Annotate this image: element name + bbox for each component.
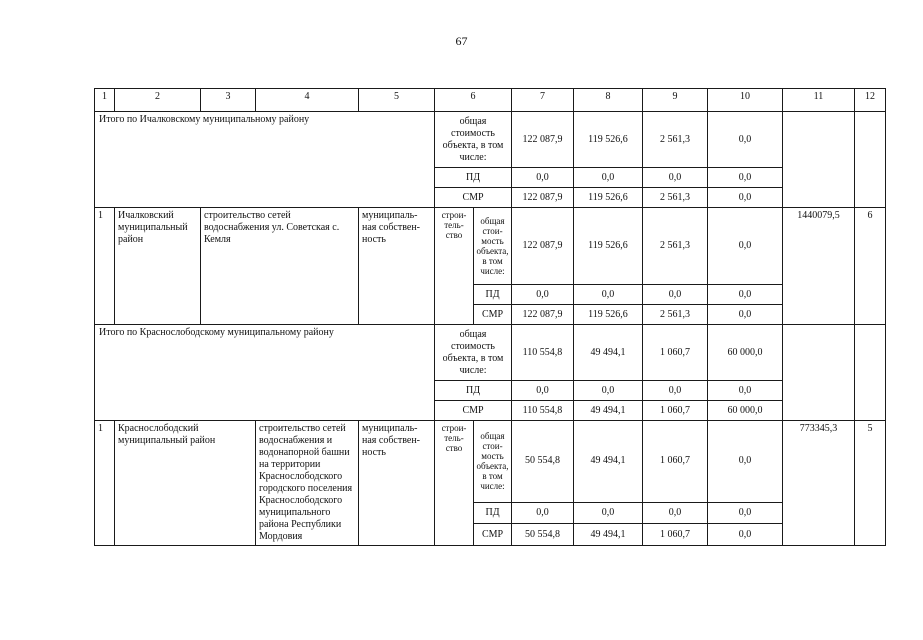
col-header-7: 7 — [512, 89, 574, 112]
item-district: Краснослободский муниципальный район — [115, 421, 256, 546]
total-row-krasnoslobodsk-general — [95, 325, 886, 381]
cell-col7: 0,0 — [512, 285, 574, 305]
cell-col10: 0,0 — [708, 421, 783, 503]
total-title: Итого по Краснослободскому муниципальному району — [95, 325, 435, 421]
cell-col11: 773345,3 — [783, 421, 855, 546]
cell-col10: 60 000,0 — [708, 401, 783, 421]
cell-col10: 0,0 — [708, 381, 783, 401]
cell-col7: 50 554,8 — [512, 421, 574, 503]
cell-col10: 0,0 — [708, 168, 783, 188]
cell-col9: 2 561,3 — [643, 305, 708, 325]
cell-col9: 0,0 — [643, 168, 708, 188]
col-header-3: 3 — [201, 89, 256, 112]
item-district: Ичалковский муниципальный район — [115, 208, 201, 325]
cell-col8: 119 526,6 — [574, 188, 643, 208]
cell-col8: 49 494,1 — [574, 401, 643, 421]
item-row-ichalki-general — [95, 208, 886, 285]
row-label: общая стоимость объекта, в том числе: — [435, 325, 512, 381]
item-object: строительство сетей водоснабжения и водонапорной башни на территории Краснослободского городского поселения Краснослободского муниципального района Республики Мордовия — [256, 421, 359, 546]
cell-col10: 0,0 — [708, 188, 783, 208]
cell-col9: 2 561,3 — [643, 188, 708, 208]
item-ownership: муниципаль-ная собствен-ность — [359, 421, 435, 546]
cell-col9: 1 060,7 — [643, 421, 708, 503]
col-header-4: 4 — [256, 89, 359, 112]
cell-col10: 0,0 — [708, 502, 783, 524]
cell-col7: 50 554,8 — [512, 524, 574, 546]
row-label: СМР — [474, 524, 512, 546]
page-number: 67 — [455, 34, 468, 48]
col-header-5: 5 — [359, 89, 435, 112]
cell-col10: 0,0 — [708, 524, 783, 546]
total-row-ichalki-general — [95, 112, 886, 168]
cell-col7: 122 087,9 — [512, 188, 574, 208]
cell-col11 — [783, 325, 855, 421]
item-row-krasnoslobodsk-general — [95, 421, 886, 503]
cell-col8: 0,0 — [574, 381, 643, 401]
cell-col12 — [855, 325, 886, 421]
cell-col8: 49 494,1 — [574, 421, 643, 503]
cell-col10: 60 000,0 — [708, 325, 783, 381]
row-label: ПД — [435, 381, 512, 401]
cell-col8: 119 526,6 — [574, 305, 643, 325]
row-label: СМР — [435, 401, 512, 421]
cell-col8: 49 494,1 — [574, 524, 643, 546]
cell-col8: 0,0 — [574, 168, 643, 188]
col-header-6: 6 — [435, 89, 512, 112]
cell-col12 — [855, 112, 886, 208]
cell-col10: 0,0 — [708, 305, 783, 325]
cell-col10: 0,0 — [708, 112, 783, 168]
row-label: ПД — [474, 502, 512, 524]
cell-col9: 2 561,3 — [643, 112, 708, 168]
cell-col12: 5 — [855, 421, 886, 546]
item-number: 1 — [95, 208, 115, 325]
cell-col9: 1 060,7 — [643, 325, 708, 381]
col-header-1: 1 — [95, 89, 115, 112]
col-header-12: 12 — [855, 89, 886, 112]
cell-col7: 122 087,9 — [512, 112, 574, 168]
financing-table — [94, 88, 886, 546]
row-label: СМР — [474, 305, 512, 325]
item-ownership: муниципаль-ная собствен-ность — [359, 208, 435, 325]
row-label: общая стои-мость объекта, в том числе: — [474, 208, 512, 285]
cell-col9: 0,0 — [643, 502, 708, 524]
col-header-8: 8 — [574, 89, 643, 112]
cell-col7: 122 087,9 — [512, 305, 574, 325]
cell-col7: 0,0 — [512, 502, 574, 524]
cell-col7: 110 554,8 — [512, 401, 574, 421]
row-label: ПД — [435, 168, 512, 188]
cell-col8: 0,0 — [574, 502, 643, 524]
col-header-11: 11 — [783, 89, 855, 112]
row-label: общая стоимость объекта, в том числе: — [435, 112, 512, 168]
cell-col9: 0,0 — [643, 381, 708, 401]
item-work-type: строи-тель-ство — [435, 208, 474, 325]
cell-col9: 2 561,3 — [643, 208, 708, 285]
cell-col9: 1 060,7 — [643, 401, 708, 421]
row-label: СМР — [435, 188, 512, 208]
cell-col8: 49 494,1 — [574, 325, 643, 381]
cell-col10: 0,0 — [708, 285, 783, 305]
cell-col9: 0,0 — [643, 285, 708, 305]
cell-col7: 0,0 — [512, 381, 574, 401]
cell-col10: 0,0 — [708, 208, 783, 285]
row-label: общая стои-мость объекта, в том числе: — [474, 421, 512, 503]
cell-col11 — [783, 112, 855, 208]
cell-col8: 119 526,6 — [574, 208, 643, 285]
cell-col7: 110 554,8 — [512, 325, 574, 381]
cell-col8: 119 526,6 — [574, 112, 643, 168]
item-object: строительство сетей водоснабжения ул. Советская с. Кемля — [201, 208, 359, 325]
cell-col8: 0,0 — [574, 285, 643, 305]
cell-col7: 0,0 — [512, 168, 574, 188]
col-header-9: 9 — [643, 89, 708, 112]
total-title: Итого по Ичалковскому муниципальному району — [95, 112, 435, 208]
col-header-2: 2 — [115, 89, 201, 112]
column-number-row — [95, 89, 886, 112]
cell-col12: 6 — [855, 208, 886, 325]
cell-col9: 1 060,7 — [643, 524, 708, 546]
col-header-10: 10 — [708, 89, 783, 112]
item-work-type: строи-тель-ство — [435, 421, 474, 546]
row-label: ПД — [474, 285, 512, 305]
cell-col11: 1440079,5 — [783, 208, 855, 325]
cell-col7: 122 087,9 — [512, 208, 574, 285]
item-number: 1 — [95, 421, 115, 546]
